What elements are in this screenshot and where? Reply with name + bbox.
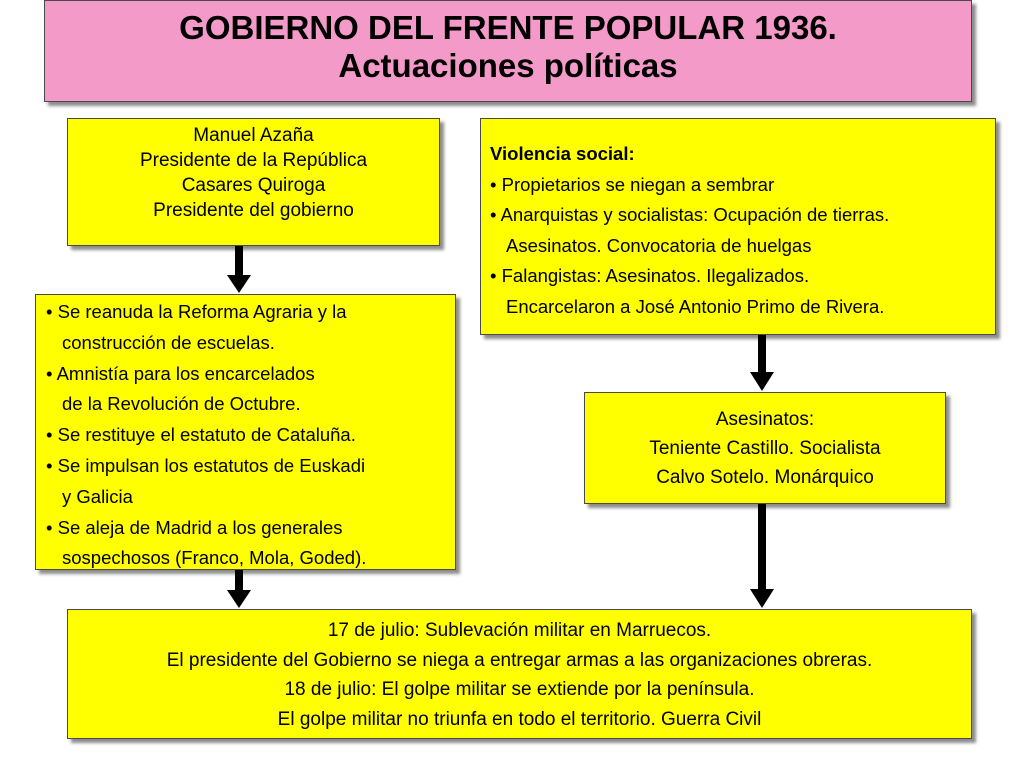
- violence-heading: Violencia social:: [490, 143, 635, 164]
- leaders-line: Presidente del gobierno: [153, 200, 354, 221]
- measures-line: • Se reanuda la Reforma Agraria y la: [46, 301, 347, 322]
- measures-line: • Se aleja de Madrid a los generales: [46, 516, 343, 538]
- leaders-line: Casares Quiroga: [181, 175, 326, 196]
- arrow-assassinations-to-uprising: [747, 504, 777, 609]
- violence-box: [480, 118, 996, 335]
- measures-line: • Se restituye el estatuto de Cataluña.: [46, 424, 356, 446]
- leaders-line: Presidente de la República: [139, 150, 368, 171]
- arrow-violence-to-assassinations: [747, 335, 777, 392]
- violence-line: • Anarquistas y socialistas: Ocupación de tierras.: [490, 204, 890, 225]
- title-line-2: Actuaciones políticas: [338, 47, 678, 84]
- uprising-box: [67, 609, 972, 739]
- uprising-line: El presidente del Gobierno se niega a entregar armas a las organizaciones obreras.: [166, 649, 873, 671]
- measures-line: construcción de escuelas.: [62, 331, 275, 353]
- assassinations-box: [584, 392, 946, 504]
- assassinations-line: Calvo Sotelo. Monárquico: [656, 467, 874, 488]
- leaders-box: [67, 118, 440, 246]
- assassinations-line: Asesinatos:: [715, 409, 815, 430]
- measures-line: • Amnistía para los encarcelados: [46, 362, 315, 384]
- uprising-line: El golpe militar no triunfa en todo el territorio. Guerra Civil: [277, 708, 762, 730]
- measures-line: y Galicia: [62, 485, 133, 507]
- measures-line: • Se impulsan los estatutos de Euskadi: [46, 454, 366, 476]
- title-box: [44, 0, 972, 102]
- uprising-line: 17 de julio: Sublevación militar en Marruecos.: [327, 620, 712, 641]
- arrow-measures-to-uprising: [224, 570, 254, 609]
- assassinations-line: Teniente Castillo. Socialista: [649, 438, 881, 459]
- leaders-line: Manuel Azaña: [193, 125, 314, 146]
- uprising-line: 18 de julio: El golpe militar se extiende por la península.: [284, 679, 755, 700]
- violence-line: Asesinatos. Convocatoria de huelgas: [506, 234, 812, 256]
- measures-line: sospechosos (Franco, Mola, Goded).: [62, 547, 367, 569]
- measures-box: [35, 294, 456, 570]
- title-line-1: GOBIERNO DEL FRENTE POPULAR 1936.: [179, 9, 837, 46]
- violence-line: • Propietarios se niegan a sembrar: [490, 173, 775, 195]
- violence-line: • Falangistas: Asesinatos. Ilegalizados.: [490, 265, 810, 286]
- measures-line: de la Revolución de Octubre.: [62, 393, 301, 415]
- arrow-leaders-to-measures: [224, 246, 254, 294]
- violence-line: Encarcelaron a José Antonio Primo de Rivera.: [506, 295, 885, 317]
